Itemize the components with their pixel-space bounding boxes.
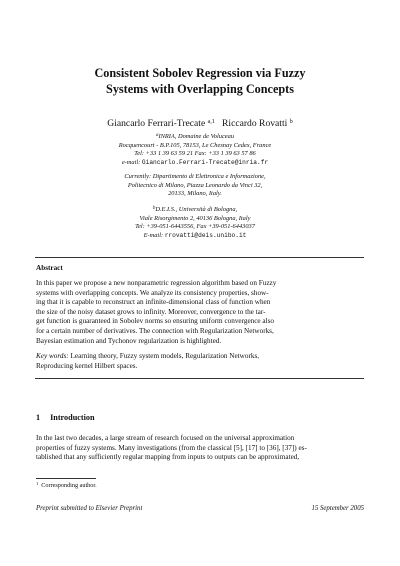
- affil-a-line-3: Tel: +33 1 39 63 59 21 Fax: +33 1 39 63 57 86: [134, 150, 256, 158]
- footnote-rule: [36, 478, 96, 479]
- abstract-heading: Abstract: [36, 264, 63, 272]
- author-2-affil-mark: b: [289, 119, 293, 125]
- affil-a-line-2: Rocquencourt - B.P.105, 78153, Le Chesnay Cedex, France: [118, 141, 272, 149]
- affil-b-email-label: E-mail:: [143, 231, 165, 239]
- keywords-line-1: Learning theory, Fuzzy system models, Regularization Networks,: [70, 352, 260, 360]
- section-heading: [36, 413, 95, 422]
- section-number: 1: [36, 413, 41, 422]
- title-line-2: Systems with Overlapping Concepts: [106, 81, 294, 96]
- abstract-line: systems with overlapping concepts. We analyze its consistency properties, show-: [36, 288, 269, 297]
- affiliation-current: [60, 173, 330, 199]
- affil-current-line-1: Currently: Dipartimento di Elettronica e Informazione,: [124, 173, 266, 180]
- footer-date: 15 September 2005: [311, 505, 364, 512]
- keywords-block: [36, 352, 364, 371]
- affil-a-email-label: e-mail:: [121, 158, 142, 166]
- author-1-affil-mark: a,1: [207, 119, 215, 125]
- footer-preprint-note: Preprint submitted to Elsevier Preprint: [36, 505, 143, 512]
- intro-line: tablished that any sufficiently regular mapping from inputs to outputs can be approximated,: [36, 453, 300, 462]
- author-separator: [217, 118, 219, 129]
- affil-b-line-1: D.E.I.S., Università di Bologna,: [155, 206, 238, 213]
- abstract-line: for a certain number of derivatives. The connection with Regularization Networks,: [36, 326, 274, 335]
- abstract-top-rule: [35, 257, 364, 258]
- intro-line: properties of fuzzy systems. Many investigations (from the classical [5], [17] to [36], [37]) es-: [36, 443, 307, 452]
- footnote: [36, 481, 97, 489]
- affil-b-mark: b: [152, 206, 156, 211]
- affil-a-email: Giancarlo.Ferrari-Trecate@inria.fr: [141, 158, 269, 166]
- affiliation-a: [60, 132, 330, 167]
- abstract-line: get function is guaranteed in Sobolev norms so ensuring uniform convergence also: [36, 317, 274, 326]
- paper-title: [0, 66, 400, 97]
- author-2-name: Riccardo Rovatti: [222, 118, 288, 129]
- footnote-text: Corresponding author.: [41, 482, 97, 489]
- abstract-line: the size of the noisy dataset grows to infinity. Moreover, convergence to the tar-: [36, 307, 266, 316]
- section-title: Introduction: [50, 413, 95, 422]
- abstract-bottom-rule: [35, 378, 364, 379]
- abstract-line: Bayesian estimation and Tychonov regularization is highlighted.: [36, 336, 222, 345]
- footnote-mark: 1: [36, 481, 39, 486]
- affiliation-b: [60, 205, 330, 240]
- affil-current-line-3: 20133, Milano, Italy.: [168, 190, 222, 198]
- affil-a-mark: a: [155, 133, 159, 138]
- affil-b-email: rrovatti@deis.unibo.it: [164, 231, 247, 239]
- keywords-line-2: Reproducing kernel Hilbert spaces.: [36, 361, 138, 370]
- affil-current-line-2: Politecnico di Milano, Piazza Leonardo da Vinci 32,: [127, 181, 263, 189]
- intro-body: [36, 434, 364, 463]
- intro-line: In the last two decades, a large stream of research focused on the universal approximation: [36, 434, 295, 442]
- title-line-1: Consistent Sobolev Regression via Fuzzy: [94, 66, 306, 80]
- abstract-body: [36, 279, 364, 346]
- keywords-label: Key words:: [36, 352, 69, 360]
- affil-a-line-1: INRIA, Domaine de Voluceau: [158, 133, 235, 140]
- affil-b-line-3: Tel: +39-051-6443556, Fax +39-051-6443037: [135, 223, 255, 231]
- affil-b-line-2: Viale Risorgimento 2, 40136 Bologna, Italy: [139, 214, 251, 222]
- author-1-name: Giancarlo Ferrari-Trecate: [107, 118, 206, 129]
- abstract-line: In this paper we propose a new nonparametric regression algorithm based on Fuzzy: [36, 279, 277, 287]
- abstract-line: ing that it is capable to reconstruct an infinite-dimensional class of function when: [36, 298, 271, 307]
- author-list: [0, 116, 400, 130]
